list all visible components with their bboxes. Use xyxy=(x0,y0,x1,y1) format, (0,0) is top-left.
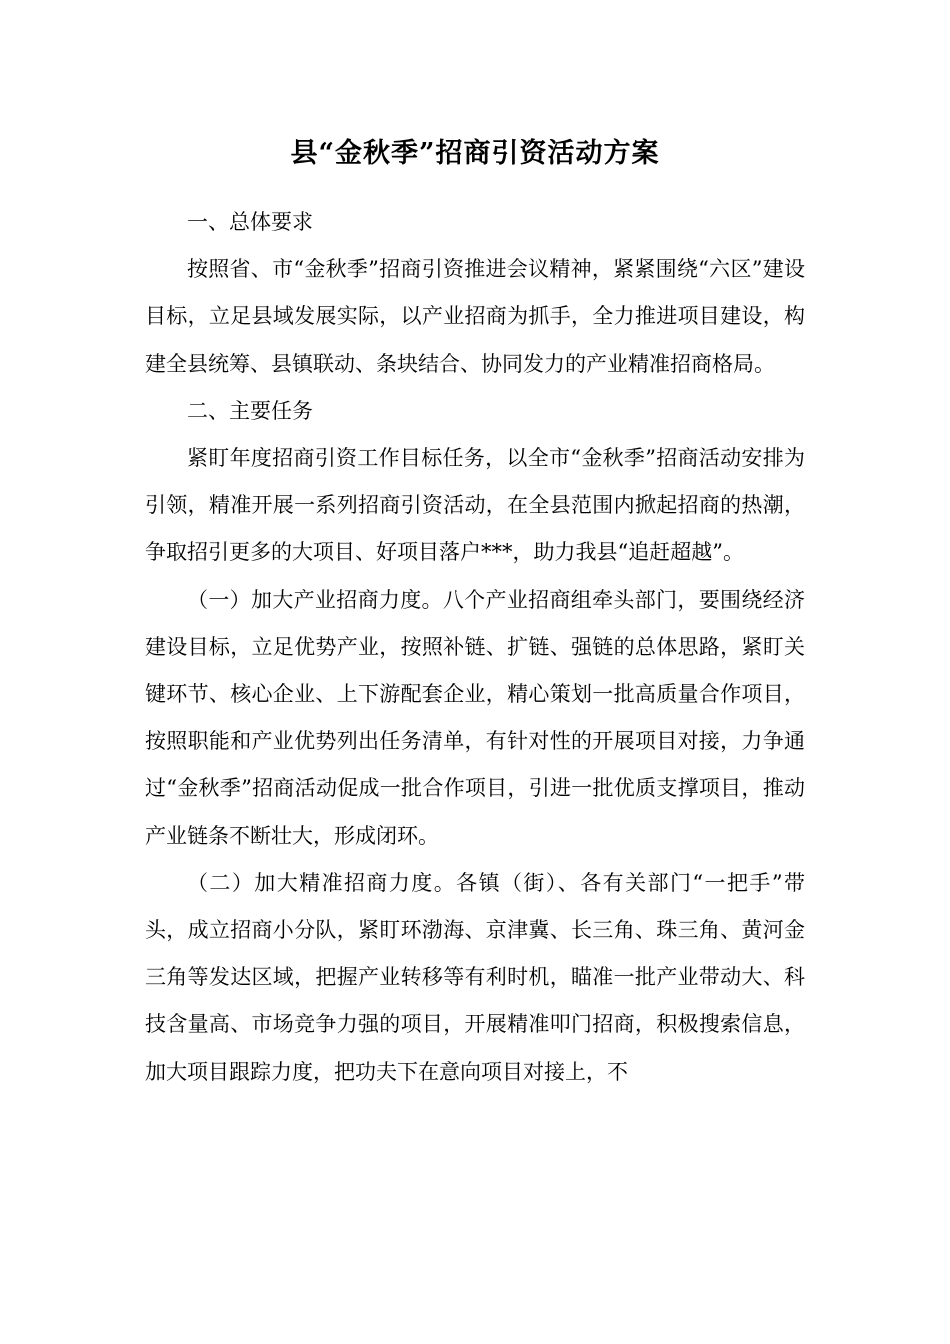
paragraph-precision-investment: （二）加大精准招商力度。各镇（街）、各有关部门“一把手”带头，成立招商小分队，紧盯环渤海、京津冀、长三角、珠三角、黄河金三角等发达区域，把握产业转移等有利时机，瞄准一批产业带动大、科技含量高、市场竞争力强的项目，开展精准叩门招商，积极搜索信息，加大项目跟踪力度，把功夫下在意向项目对接上，不 xyxy=(145,870,805,1084)
paragraph-main-tasks: 紧盯年度招商引资工作目标任务，以全市“金秋季”招商活动安排为引领，精准开展一系列招商引资活动，在全县范围内掀起招商的热潮，争取招引更多的大项目、好项目落户***，助力我县“追赶超越”。 xyxy=(145,446,805,565)
document-title: 县“金秋季”招商引资活动方案 xyxy=(290,138,660,169)
paragraph-industry-investment: （一）加大产业招商力度。八个产业招商组牵头部门，要围绕经济建设目标，立足优势产业，按照补链、扩链、强链的总体思路，紧盯关键环节、核心企业、上下游配套企业，精心策划一批高质量合作项目，按照职能和产业优势列出任务清单，有针对性的开展项目对接，力争通过“金秋季”招商活动促成一批合作项目，引进一批优质支撑项目，推动产业链条不断壮大，形成闭环。 xyxy=(145,587,805,848)
section-heading-general-requirements: 一、总体要求 xyxy=(187,210,313,234)
section-heading-main-tasks: 二、主要任务 xyxy=(187,398,313,423)
document-body xyxy=(145,199,805,1096)
paragraph-general-requirements: 按照省、市“金秋季”招商引资推进会议精神，紧紧围绕“六区”建设目标，立足县域发展实际，以产业招商为抓手，全力推进项目建设，构建全县统筹、县镇联动、条块结合、协同发力的产业精准招商格局。 xyxy=(145,257,805,376)
